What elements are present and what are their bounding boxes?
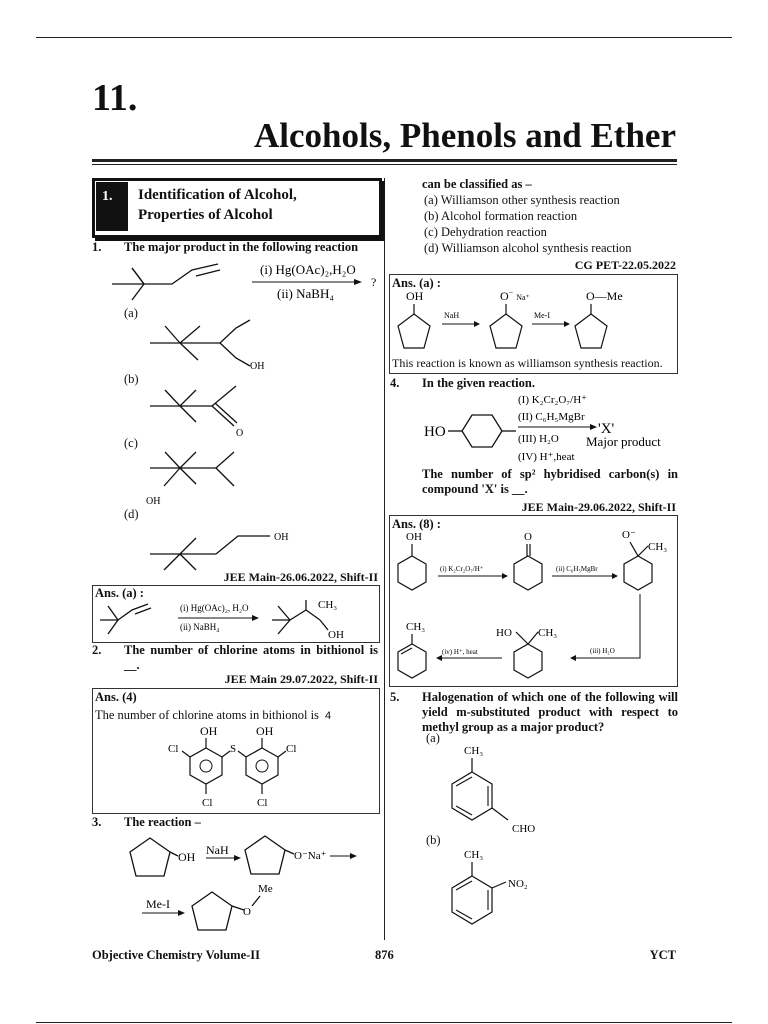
q5-option-a: (a) [426, 731, 440, 745]
q3-continued-text: can be classified as – [422, 177, 532, 191]
q4-answer-label: Ans. (8) : [392, 517, 441, 531]
q4-ans-step1: (i) K₂Cr₂O₇/H⁺ [440, 565, 484, 573]
q5-option-a-structure [436, 742, 576, 838]
q5-text-line1: Halogenation of which one of the following will [422, 690, 678, 704]
q3-option-b: (b) Alcohol formation reaction [424, 209, 578, 223]
q4-ans-o: O [524, 531, 532, 543]
q5-text-line2: yield m-substituted product with respect to [422, 705, 678, 719]
chapter-title: Alcohols, Phenols and Ether [254, 116, 676, 155]
q2-number: 2. [92, 643, 102, 657]
q5-a-ch3: CH₃ [464, 745, 484, 757]
q3-ans-oh: OH [406, 289, 424, 303]
q2-answer-value: 4 [325, 710, 332, 722]
q5-a-cho: CHO [512, 823, 536, 835]
q5-text [422, 690, 678, 735]
q5-number: 5. [390, 690, 400, 704]
q4-ans-oh: OH [406, 531, 422, 543]
bithionol-cl-lower-right: Cl [257, 797, 268, 809]
footer-right: YCT [649, 948, 676, 962]
column-divider [384, 178, 385, 940]
bithionol-oh-right: OH [256, 724, 274, 738]
q3-option-a: (a) Williamson other synthesis reaction [424, 193, 620, 207]
q1-answer-reagent2: (ii) NaBH₄ [180, 622, 220, 632]
bithionol-s: S [230, 743, 237, 755]
q4-text2-line2: compound 'X' is __. [422, 482, 528, 496]
q3-option-d: (d) Williamson alcohol synthesis reaction [424, 241, 632, 255]
q4-answer-diagram [390, 528, 676, 684]
q3-number: 3. [92, 815, 102, 829]
chapter-number: 11. [92, 77, 138, 119]
q1-reagent1: (i) Hg(OAc)₂,H₂O [260, 262, 356, 277]
section-number: 1. [102, 189, 113, 204]
q1-answer-ch3: CH₃ [318, 599, 338, 611]
q3-ans-ona: $O^-_{Na^+}$ [500, 288, 530, 303]
bithionol-structure [160, 724, 310, 812]
q4-x: 'X' [598, 421, 615, 437]
q1-option-d-structure [140, 514, 310, 574]
q1-reaction-diagram [92, 254, 382, 314]
q1-d-oh-label: OH [274, 532, 289, 543]
q2-answer-label: Ans. (4) [95, 690, 137, 704]
q4-step-4: (IV) H⁺,heat [518, 451, 575, 463]
q1-answer-diagram [92, 596, 378, 640]
bottom-rule [36, 1022, 732, 1023]
q4-ans-step2: (ii) C₆H₅MgBr [556, 565, 598, 573]
footer-left: Objective Chemistry Volume-II [92, 948, 261, 962]
q1-a-oh-label: OH [250, 361, 265, 372]
q1-option-a: (a) [124, 306, 138, 320]
q3-ether-o: O [243, 906, 251, 918]
q1-answer-oh: OH [328, 629, 344, 641]
q1-option-d: (d) [124, 507, 139, 521]
q4-text2 [422, 467, 678, 497]
bithionol-cl-lower-left: Cl [202, 797, 213, 809]
q3-ona: O⁻Na⁺ [294, 850, 327, 862]
q3-source: CG PET-22.05.2022 [574, 258, 676, 272]
q5-text-line3: methyl group as a major product? [422, 720, 605, 734]
q2-answer-text [95, 708, 331, 723]
q2-answer-text-prefix: The number of chlorine atoms in bithionol is [95, 708, 319, 722]
q3-oh: OH [178, 850, 196, 864]
q1-option-c-structure [140, 446, 280, 506]
q4-number: 4. [390, 376, 400, 390]
q3-answer-note: This reaction is known as williamson synthesis reaction. [392, 356, 663, 370]
q4-text: In the given reaction. [422, 376, 535, 390]
q3-mei: Me-I [146, 897, 170, 911]
q1-option-c: (c) [124, 436, 138, 450]
q1-option-a-structure [140, 318, 280, 376]
q4-text2-line1: The number of sp² hybridised carbon(s) in [422, 467, 678, 481]
q5-b-no2: NO₂ [508, 878, 528, 890]
q3-ans-ome: O—Me [586, 289, 623, 303]
q4-step-2: (II) C₆H₅MgBr [518, 411, 585, 423]
q4-ans-ch3-mid: CH₃ [538, 627, 558, 639]
q3-ans-mei: Me-I [534, 311, 550, 320]
section-title-line2: Properties of Alcohol [138, 207, 273, 223]
q1-c-oh-label: OH [146, 496, 161, 507]
q3-option-c: (c) Dehydration reaction [424, 225, 547, 239]
q3-answer-diagram [390, 288, 676, 354]
q3-answer-label: Ans. (a) : [392, 276, 441, 290]
q4-source: JEE Main-29.06.2022, Shift-II [521, 500, 676, 514]
q1-reagent2: (ii) NaBH₄ [277, 286, 334, 301]
q5-option-b: (b) [426, 833, 441, 847]
section-title-line1: Identification of Alcohol, [138, 187, 297, 203]
q4-ans-ho: HO [496, 627, 512, 639]
q3-nah: NaH [206, 843, 229, 857]
q1-product-mark: ? [371, 275, 377, 289]
q1-source: JEE Main-26.06.2022, Shift-II [223, 570, 378, 584]
footer-page-number: 876 [375, 948, 394, 962]
bithionol-cl-upper-left: Cl [168, 743, 179, 755]
top-rule [36, 37, 732, 38]
q2-text: The number of chlorine atoms in bithionol is __. [124, 643, 378, 672]
q1-option-b: (b) [124, 372, 139, 386]
q3-reaction-diagram [110, 830, 380, 940]
q2-source: JEE Main 29.07.2022, Shift-II [224, 672, 378, 686]
q1-number: 1. [92, 240, 102, 254]
q3-me: Me [258, 883, 273, 895]
q4-ans-step3: (iii) H₂O [590, 647, 615, 655]
bithionol-cl-upper-right: Cl [286, 743, 297, 755]
q1-option-b-structure [140, 384, 280, 440]
q4-step-3: (III) H₂O [518, 433, 559, 445]
q4-reaction-diagram [422, 390, 678, 464]
chapter-title-rule [92, 159, 677, 162]
q1-answer-label: Ans. (a) : [95, 586, 144, 600]
q4-major-product: Major product [586, 434, 661, 449]
q3-text: The reaction – [124, 815, 201, 829]
q5-b-ch3: CH₃ [464, 849, 484, 861]
q4-ans-ominus: O⁻ [622, 529, 636, 541]
q1-answer-reagent1: (i) Hg(OAc)₂, H₂O [180, 603, 249, 613]
chapter-title-rule-thin [92, 164, 677, 165]
q4-ans-ch3-top: CH₃ [648, 541, 668, 553]
q4-ans-ch3-final: CH₃ [406, 621, 426, 633]
q4-ans-step4: (iv) H⁺, heat [442, 648, 478, 656]
q1-text: The major product in the following reaction [124, 240, 359, 254]
q4-ho: HO [424, 424, 446, 440]
bithionol-oh-left: OH [200, 724, 218, 738]
q5-option-b-structure [436, 846, 576, 940]
q3-ans-nah: NaH [444, 311, 460, 320]
q4-step-1: (I) K₂Cr₂O₇/H⁺ [518, 394, 587, 406]
q1-b-o-label: O [236, 428, 244, 439]
